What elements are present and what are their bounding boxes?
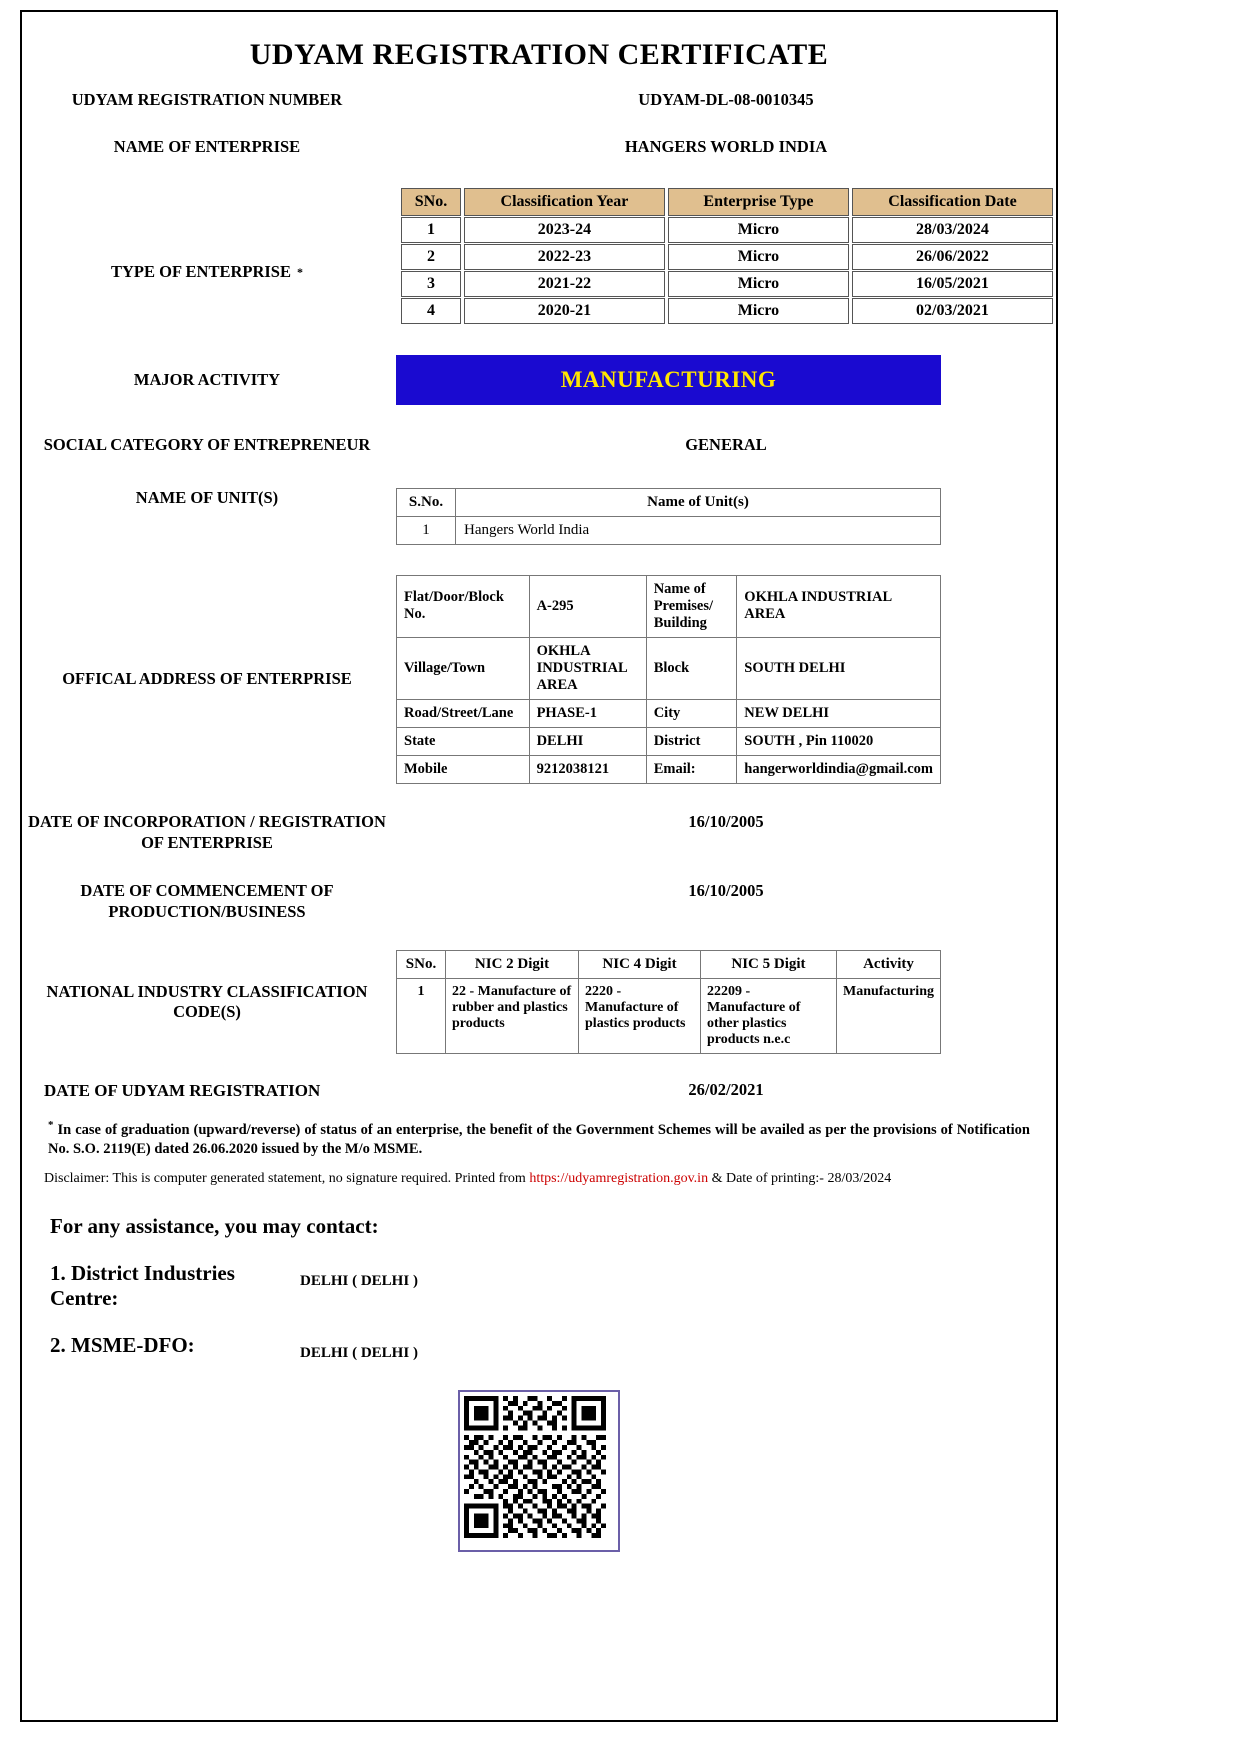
- date-udyam-label: DATE OF UDYAM REGISTRATION: [44, 1081, 321, 1101]
- road-label: Road/Street/Lane: [397, 699, 530, 727]
- state-label: State: [397, 727, 530, 755]
- assistance-heading: For any assistance, you may contact:: [50, 1213, 379, 1238]
- table-header-row: [397, 488, 941, 516]
- cell-sno: 1: [401, 217, 461, 243]
- major-activity-banner: MANUFACTURING: [396, 355, 941, 405]
- cell-sno: 2: [401, 244, 461, 270]
- cell-year: 2021-22: [464, 271, 665, 297]
- qr-code-wrap: [22, 1390, 1056, 1552]
- col-classification-year: Classification Year: [464, 188, 665, 216]
- date-commencement-label: DATE OF COMMENCEMENT OF PRODUCTION/BUSINESS: [80, 881, 334, 921]
- date-incorporation-row: [22, 812, 1056, 853]
- disclaimer-prefix: Disclaimer: This is computer generated statement, no signature required. Printed from: [44, 1170, 530, 1186]
- type-of-enterprise-label: [22, 262, 392, 283]
- table-row: [401, 217, 1053, 243]
- urn-row: [22, 90, 1056, 111]
- cell-type: Micro: [668, 271, 849, 297]
- nic-table: [396, 950, 941, 1054]
- cell-nic2: 22 - Manufacture of rubber and plastics products: [446, 979, 579, 1054]
- major-activity-label: MAJOR ACTIVITY: [133, 369, 281, 389]
- major-activity-row: [22, 355, 1056, 405]
- cell-type: Micro: [668, 298, 849, 324]
- date-commencement-value: 16/10/2005: [688, 881, 764, 901]
- col-activity: Activity: [836, 951, 940, 979]
- mobile-value: 9212038121: [529, 755, 646, 783]
- district-value: SOUTH , Pin 110020: [737, 727, 941, 755]
- mobile-label: Mobile: [397, 755, 530, 783]
- cell-date: 02/03/2021: [852, 298, 1053, 324]
- contact-msme-dfo-label: 2. MSME-DFO:: [50, 1333, 195, 1358]
- disclaimer: [44, 1170, 1034, 1188]
- social-category-label: SOCIAL CATEGORY OF ENTREPRENEUR: [43, 435, 371, 455]
- table-row: [397, 637, 941, 699]
- urn-value: UDYAM-DL-08-0010345: [638, 90, 814, 109]
- nic-code-row: [22, 950, 1056, 1054]
- cell-type: Micro: [668, 217, 849, 243]
- city-value: NEW DELHI: [737, 699, 941, 727]
- village-value: OKHLA INDUSTRIAL AREA: [529, 637, 646, 699]
- social-category-row: [22, 435, 1056, 456]
- official-address-row: [22, 575, 1056, 784]
- type-of-enterprise-label-text: TYPE OF ENTERPRISE: [110, 261, 291, 281]
- block-value: SOUTH DELHI: [737, 637, 941, 699]
- cell-sno: 1: [397, 516, 456, 544]
- contact-dic: [22, 1261, 1056, 1311]
- cell-sno: 3: [401, 271, 461, 297]
- cell-nic4: 2220 - Manufacture of plastics products: [579, 979, 701, 1054]
- asterisk-marker: *: [48, 1118, 54, 1131]
- cell-year: 2020-21: [464, 298, 665, 324]
- table-row: [397, 575, 941, 637]
- district-label: District: [646, 727, 737, 755]
- email-label: Email:: [646, 755, 737, 783]
- table-row: [397, 979, 941, 1054]
- col-classification-date: Classification Date: [852, 188, 1053, 216]
- graduation-note-text: In case of graduation (upward/reverse) of status of an enterprise, the benefit of the Government Schemes will be availed as per the provisions of Notification No. S.O. 2119(E) dated 26.06.2020 issued by the M/o MSME.: [48, 1121, 1030, 1158]
- contact-msme-dfo-value: DELHI ( DELHI ): [300, 1345, 418, 1362]
- table-row: [397, 699, 941, 727]
- social-category-value: GENERAL: [685, 435, 767, 455]
- asterisk-marker: *: [297, 264, 303, 279]
- certificate-page: [20, 10, 1058, 1722]
- col-unit-name: Name of Unit(s): [456, 488, 941, 516]
- cell-nic5: 22209 - Manufacture of other plastics products n.e.c: [700, 979, 836, 1054]
- col-nic4: NIC 4 Digit: [579, 951, 701, 979]
- cell-date: 16/05/2021: [852, 271, 1053, 297]
- premises-value: OKHLA INDUSTRIAL AREA: [737, 575, 941, 637]
- flat-value: A-295: [529, 575, 646, 637]
- enterprise-name-label: NAME OF ENTERPRISE: [113, 136, 301, 156]
- date-udyam-row: [22, 1080, 1056, 1101]
- col-sno: S.No.: [397, 488, 456, 516]
- date-commencement-row: [22, 881, 1056, 922]
- col-sno: SNo.: [397, 951, 446, 979]
- contact-dic-label: 1. District Industries Centre:: [50, 1260, 235, 1310]
- cell-year: 2022-23: [464, 244, 665, 270]
- table-header-row: [397, 951, 941, 979]
- name-of-units-label: NAME OF UNIT(S): [135, 487, 279, 507]
- units-table: [396, 488, 941, 545]
- cell-year: 2023-24: [464, 217, 665, 243]
- cell-sno: 4: [401, 298, 461, 324]
- premises-label: Name of Premises/ Building: [646, 575, 737, 637]
- date-incorporation-value: 16/10/2005: [688, 811, 764, 831]
- qr-code-icon: [458, 1390, 620, 1552]
- village-label: Village/Town: [397, 637, 530, 699]
- table-row: [401, 271, 1053, 297]
- table-header-row: [401, 188, 1053, 216]
- table-row: [401, 244, 1053, 270]
- col-sno: SNo.: [401, 188, 461, 216]
- table-row: [397, 727, 941, 755]
- graduation-note: [48, 1118, 1030, 1160]
- contact-dic-value: DELHI ( DELHI ): [300, 1272, 418, 1289]
- col-enterprise-type: Enterprise Type: [668, 188, 849, 216]
- page-title: UDYAM REGISTRATION CERTIFICATE: [249, 38, 829, 71]
- state-value: DELHI: [529, 727, 646, 755]
- address-table: [396, 575, 941, 784]
- block-label: Block: [646, 637, 737, 699]
- date-incorporation-label: DATE OF INCORPORATION / REGISTRATION OF ENTERPRISE: [28, 811, 386, 852]
- cell-date: 28/03/2024: [852, 217, 1053, 243]
- city-label: City: [646, 699, 737, 727]
- date-udyam-value: 26/02/2021: [688, 1080, 764, 1100]
- col-nic2: NIC 2 Digit: [446, 951, 579, 979]
- classification-table-wrap: [22, 187, 1056, 325]
- cell-activity: Manufacturing: [836, 979, 940, 1054]
- table-row: [397, 755, 941, 783]
- nic-code-label: NATIONAL INDUSTRY CLASSIFICATION CODE(S): [46, 981, 368, 1022]
- table-row: [397, 516, 941, 544]
- cell-unit-name: Hangers World India: [456, 516, 941, 544]
- cell-date: 26/06/2022: [852, 244, 1053, 270]
- cell-sno: 1: [397, 979, 446, 1054]
- classification-table: [398, 187, 1056, 325]
- flat-label: Flat/Door/Block No.: [397, 575, 530, 637]
- col-nic5: NIC 5 Digit: [700, 951, 836, 979]
- official-address-label: OFFICAL ADDRESS OF ENTERPRISE: [62, 669, 352, 689]
- disclaimer-link[interactable]: https://udyamregistration.gov.in: [529, 1170, 709, 1186]
- urn-label: UDYAM REGISTRATION NUMBER: [71, 90, 343, 109]
- enterprise-name-row: [22, 137, 1056, 158]
- qr-code-svg: [464, 1396, 606, 1538]
- disclaimer-suffix: & Date of printing:- 28/03/2024: [708, 1170, 892, 1186]
- name-of-units-row: [22, 488, 1056, 545]
- email-value: hangerworldindia@gmail.com: [737, 755, 941, 783]
- road-value: PHASE-1: [529, 699, 646, 727]
- enterprise-name-value: HANGERS WORLD INDIA: [624, 136, 828, 156]
- table-row: [401, 298, 1053, 324]
- cell-type: Micro: [668, 244, 849, 270]
- contact-msme-dfo: [22, 1333, 1056, 1362]
